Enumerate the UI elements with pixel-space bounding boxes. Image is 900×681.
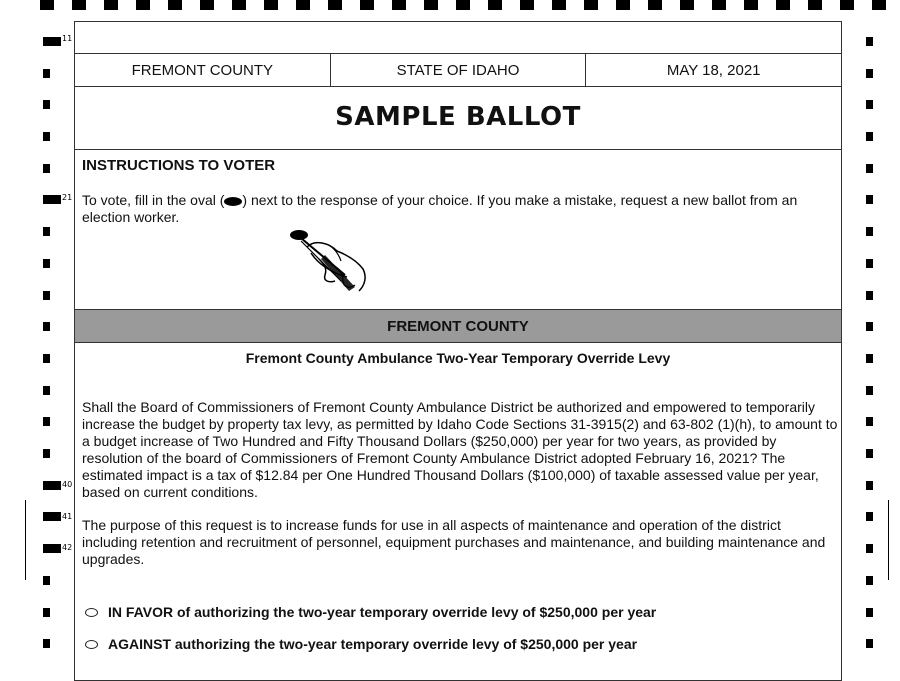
left-timing-mark xyxy=(43,639,50,648)
top-timing-mark xyxy=(680,0,694,10)
right-timing-mark xyxy=(866,195,873,204)
left-timing-mark xyxy=(43,291,50,300)
top-timing-mark xyxy=(648,0,662,10)
left-timing-mark xyxy=(43,100,50,109)
left-timing-mark xyxy=(43,544,61,553)
right-timing-mark xyxy=(866,417,873,426)
right-timing-mark xyxy=(866,576,873,585)
left-timing-mark xyxy=(43,417,50,426)
left-timing-mark xyxy=(43,195,61,204)
right-timing-mark xyxy=(866,259,873,268)
right-timing-mark xyxy=(866,512,873,521)
right-timing-mark xyxy=(866,639,873,648)
top-timing-mark xyxy=(424,0,438,10)
instructions-heading: INSTRUCTIONS TO VOTER xyxy=(82,157,276,174)
left-timing-mark xyxy=(43,386,50,395)
timing-mark-label-21: 21 xyxy=(62,193,73,202)
right-timing-mark xyxy=(866,291,873,300)
top-timing-mark xyxy=(40,0,54,10)
left-timing-mark xyxy=(43,576,50,585)
top-timing-mark xyxy=(200,0,214,10)
top-timing-mark xyxy=(840,0,854,10)
option-in-favor-oval[interactable] xyxy=(85,608,98,617)
right-timing-mark xyxy=(866,386,873,395)
top-timing-mark xyxy=(72,0,86,10)
header-state: STATE OF IDAHO xyxy=(331,54,587,86)
top-timing-mark xyxy=(808,0,822,10)
top-timing-mark xyxy=(712,0,726,10)
top-timing-mark xyxy=(456,0,470,10)
top-timing-mark xyxy=(520,0,534,10)
contest-purpose-text: The purpose of this request is to increase funds for use in all aspects of maintenance and operation of the district including retention and recruitment of personnel, equipment purchases and maintenance, and building maintenance and upgrades. xyxy=(82,517,826,567)
option-against-label: AGAINST authorizing the two-year temporary override levy of $250,000 per year xyxy=(108,636,638,652)
left-timing-mark xyxy=(43,512,61,521)
left-timing-mark xyxy=(43,259,50,268)
right-timing-mark xyxy=(866,100,873,109)
right-timing-mark xyxy=(866,37,873,46)
right-timing-mark xyxy=(866,164,873,173)
left-timing-mark xyxy=(43,354,50,363)
left-timing-mark xyxy=(43,227,50,236)
top-timing-mark xyxy=(136,0,150,10)
left-timing-mark xyxy=(43,164,50,173)
right-timing-mark xyxy=(866,69,873,78)
right-crop-line xyxy=(888,500,889,580)
left-timing-mark xyxy=(43,132,50,141)
top-timing-mark xyxy=(392,0,406,10)
header-date: MAY 18, 2021 xyxy=(666,61,761,79)
section-header: FREMONT COUNTY xyxy=(75,309,841,343)
top-timing-mark xyxy=(872,0,886,10)
left-crop-line xyxy=(25,500,26,580)
timing-mark-label-41: 41 xyxy=(62,512,73,521)
top-timing-mark xyxy=(264,0,278,10)
top-timing-mark xyxy=(616,0,630,10)
left-timing-mark xyxy=(43,322,50,331)
top-timing-mark xyxy=(104,0,118,10)
timing-mark-label-42: 42 xyxy=(62,543,73,552)
contest-question-text: Shall the Board of Commissioners of Fremont County Ambulance District be authorized and empowered to temporarily increase the budget by property tax levy, as permitted by Idaho Code Sections 31-3915(2) and 63-802 (1)(h), to amount to a budget increase of Two Hundred and Fifty Thousand Dollars ($250,000) per year for two years, as provided by resolution of the board of Commissioners of Fremont County Ambulance District adopted February 16, 2021? The estimated impact is a tax of $12.84 per One Hundred Thousand Dollars ($100,000) of taxable assessed value per year, based on current conditions. xyxy=(82,399,838,500)
left-timing-mark xyxy=(43,37,61,46)
right-timing-mark xyxy=(866,481,873,490)
timing-mark-label-40: 40 xyxy=(62,480,73,489)
option-against-oval[interactable] xyxy=(85,640,98,649)
top-timing-mark xyxy=(488,0,502,10)
timing-mark-label-11: 11 xyxy=(62,34,73,43)
ballot-frame xyxy=(74,21,842,681)
top-timing-mark xyxy=(168,0,182,10)
left-timing-mark xyxy=(43,449,50,458)
top-timing-mark xyxy=(552,0,566,10)
top-timing-mark xyxy=(296,0,310,10)
ballot-header-row xyxy=(75,53,841,87)
right-timing-mark xyxy=(866,608,873,617)
top-timing-mark xyxy=(744,0,758,10)
left-timing-mark xyxy=(43,69,50,78)
top-timing-mark xyxy=(776,0,790,10)
top-timing-mark xyxy=(328,0,342,10)
instructions-text xyxy=(82,192,822,226)
header-county: FREMONT COUNTY xyxy=(75,54,331,86)
option-in-favor-label: IN FAVOR of authorizing the two-year temporary override levy of $250,000 per year xyxy=(108,604,657,620)
option-against[interactable] xyxy=(85,636,637,652)
contest-title: Fremont County Ambulance Two-Year Temporary Override Levy xyxy=(245,350,671,366)
option-in-favor[interactable] xyxy=(85,604,656,620)
right-timing-mark xyxy=(866,322,873,331)
filled-oval-icon xyxy=(224,197,242,206)
top-timing-mark xyxy=(360,0,374,10)
instructions-section xyxy=(75,149,841,310)
instructions-text-start: To vote, fill in the oval ( xyxy=(82,192,225,208)
right-timing-mark xyxy=(866,544,873,553)
left-timing-mark xyxy=(43,608,50,617)
instructions-text-end: ) next to the response of your choice. If you make a mistake, request a new ballot from an election worker. xyxy=(82,192,798,225)
top-timing-mark xyxy=(584,0,598,10)
right-timing-mark xyxy=(866,449,873,458)
right-timing-mark xyxy=(866,227,873,236)
ballot-title: SAMPLE BALLOT xyxy=(335,102,581,132)
hand-marking-oval-icon xyxy=(285,225,375,297)
top-timing-mark xyxy=(232,0,246,10)
right-timing-mark xyxy=(866,354,873,363)
left-timing-mark xyxy=(43,481,61,490)
right-timing-mark xyxy=(866,132,873,141)
